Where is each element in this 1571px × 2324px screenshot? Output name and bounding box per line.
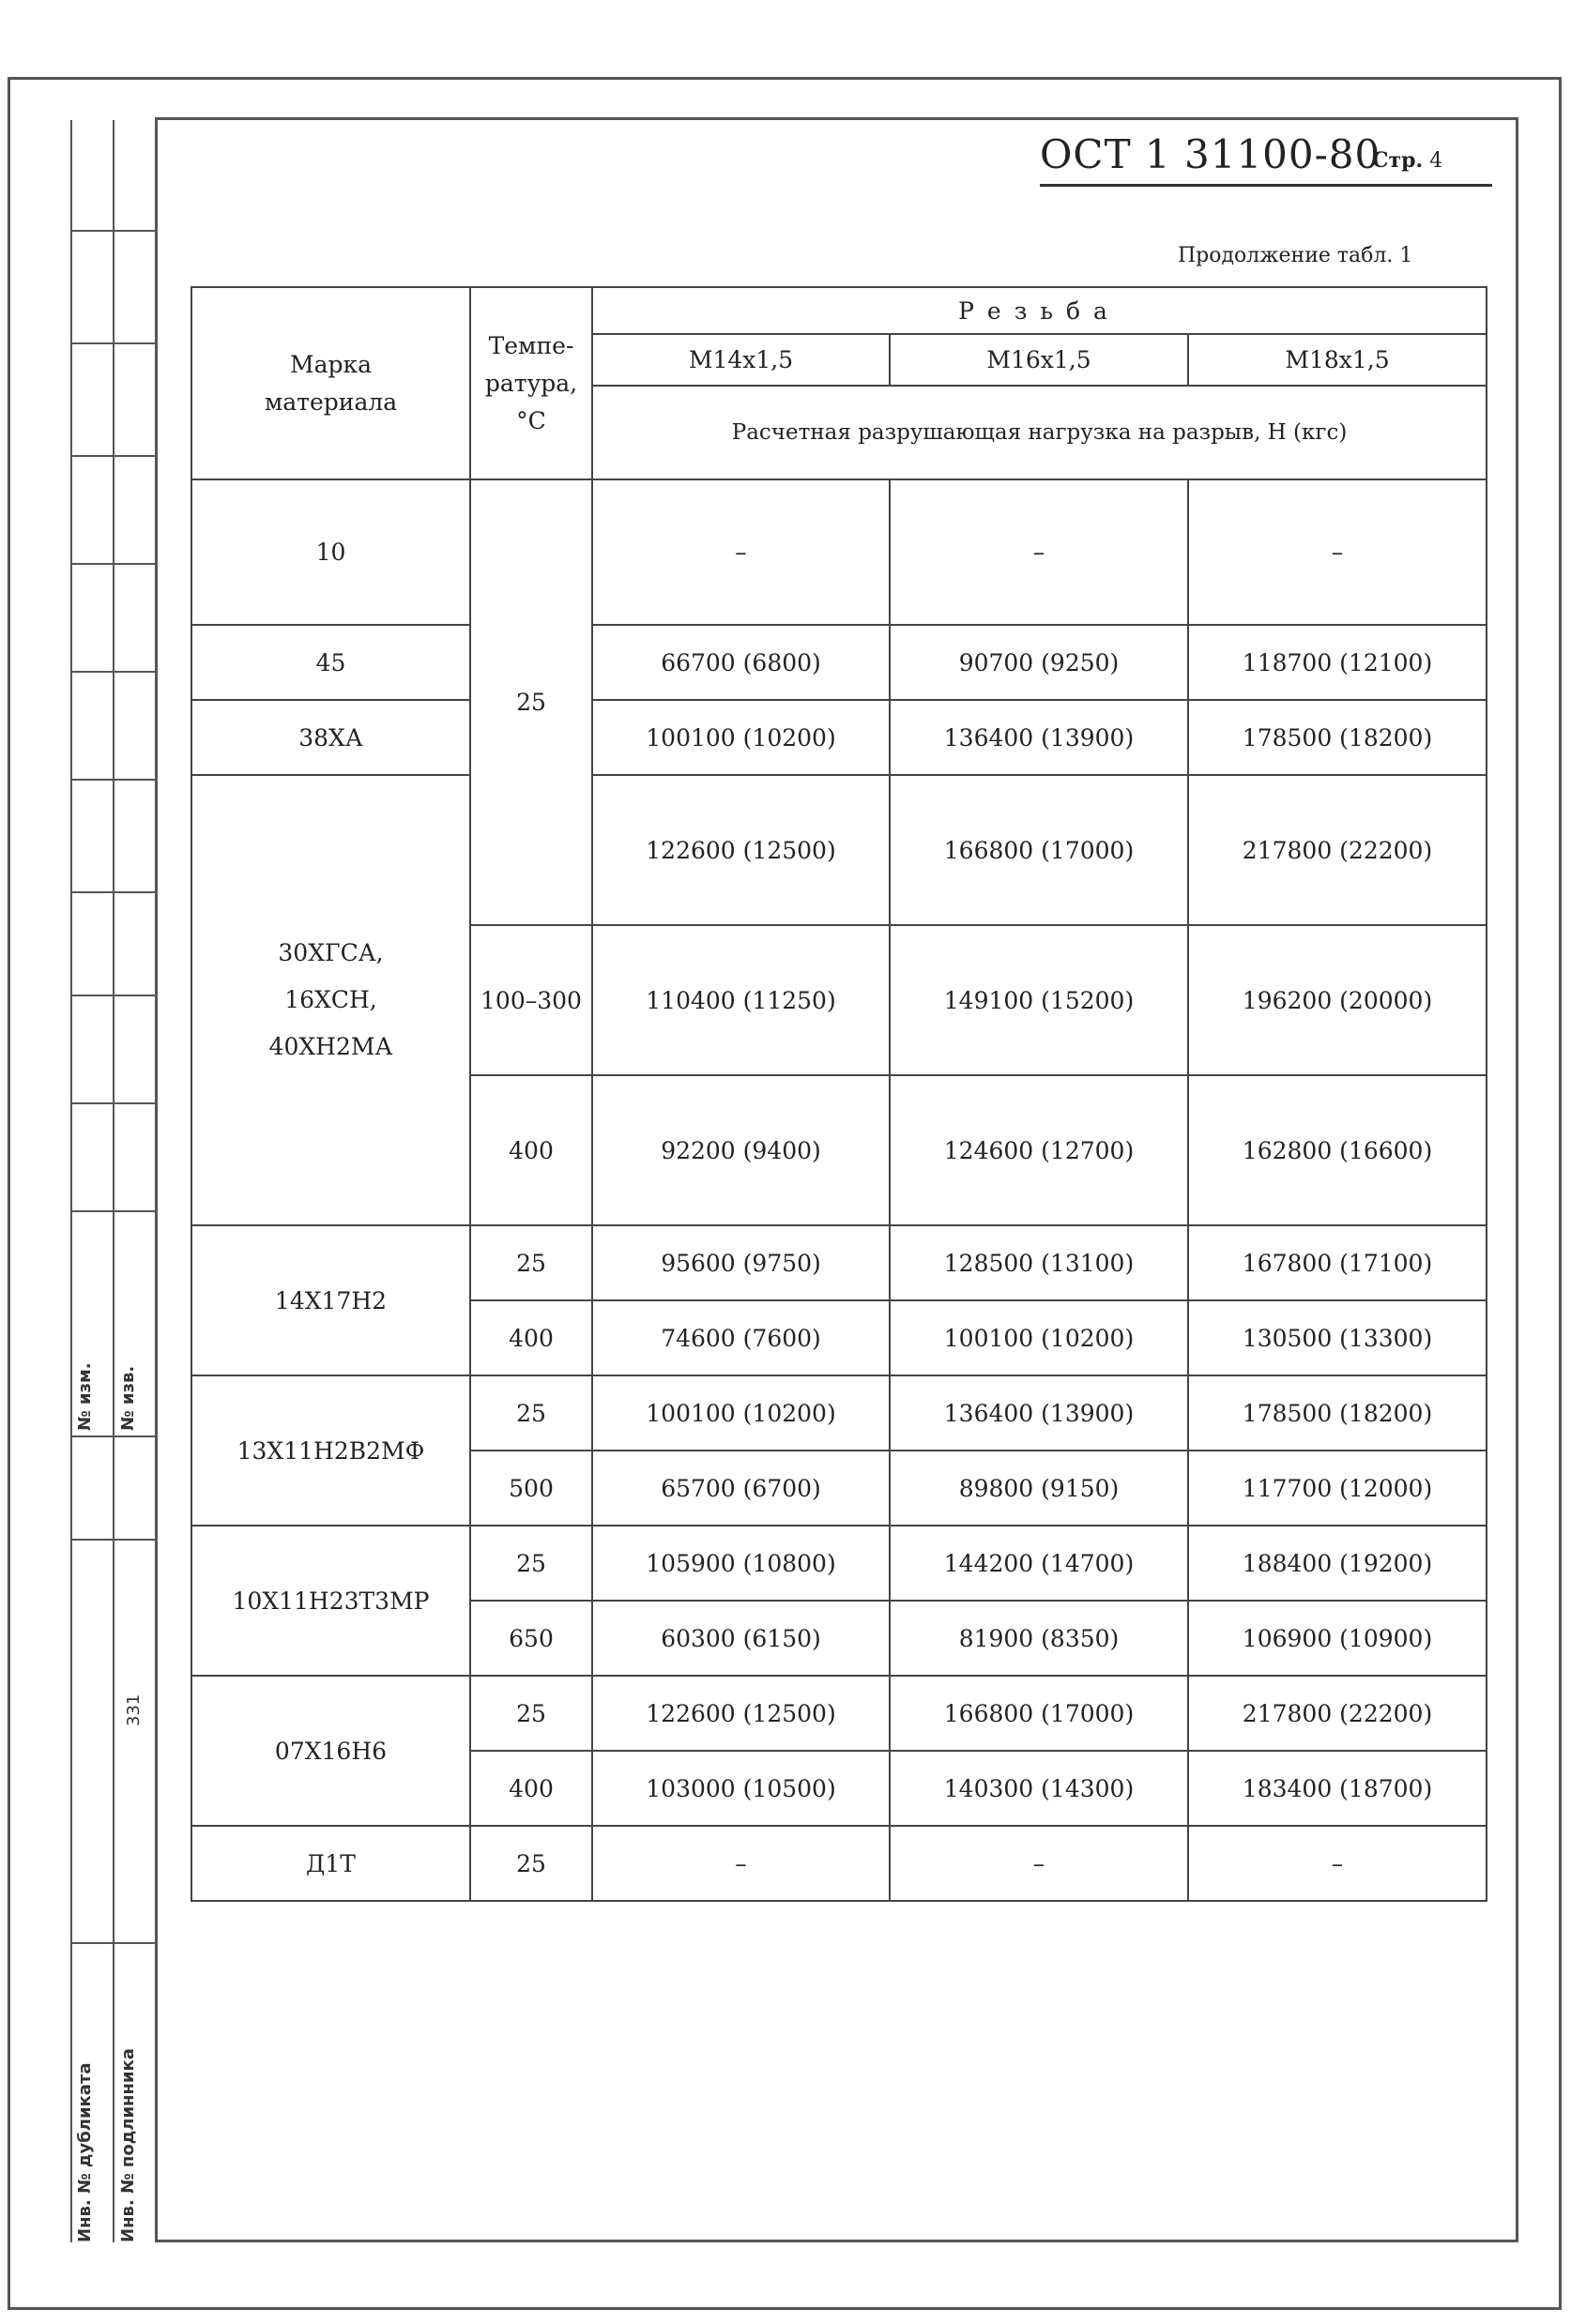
- value-cell: 81900 (8350): [890, 1601, 1188, 1676]
- page-label: Стр.: [1372, 148, 1424, 173]
- value-cell: 217800 (22200): [1188, 1676, 1487, 1751]
- value-cell: 128500 (13100): [890, 1225, 1188, 1300]
- value-cell: 144200 (14700): [890, 1526, 1188, 1601]
- value-cell: 183400 (18700): [1188, 1751, 1487, 1826]
- stamp-inv-dubl: Инв. № дубликата: [75, 2062, 95, 2242]
- value-cell: 106900 (10900): [1188, 1601, 1487, 1676]
- value-cell: 136400 (13900): [890, 700, 1188, 775]
- value-cell: 92200 (9400): [592, 1075, 890, 1225]
- load-caption: Расчетная разрушающая нагрузка на разрыв, Н (кгс): [592, 386, 1487, 479]
- value-cell: 166800 (17000): [890, 1676, 1188, 1751]
- material-cell: 45: [191, 625, 470, 700]
- value-cell: –: [890, 1826, 1188, 1901]
- col-header-material: Марка материала: [191, 287, 470, 479]
- material-cell: 07Х16Н6: [191, 1676, 470, 1826]
- value-cell: 90700 (9250): [890, 625, 1188, 700]
- temperature-cell: 25: [470, 1676, 592, 1751]
- stamp-line: [70, 671, 157, 673]
- value-cell: 149100 (15200): [890, 925, 1188, 1075]
- stamp-inv-izm: № изм.: [75, 1362, 95, 1431]
- header-underline: [1040, 184, 1492, 187]
- value-cell: 100100 (10200): [592, 1375, 890, 1451]
- stamp-n-izv: № изв.: [118, 1365, 138, 1431]
- temperature-cell: 400: [470, 1075, 592, 1225]
- temperature-cell: 25: [470, 1225, 592, 1300]
- value-cell: 103000 (10500): [592, 1751, 890, 1826]
- stamp-line: [70, 995, 157, 996]
- value-cell: 117700 (12000): [1188, 1451, 1487, 1526]
- stamp-line: [70, 563, 157, 565]
- stamp-line: [70, 230, 157, 232]
- stamp-line: [70, 1435, 157, 1437]
- value-cell: 136400 (13900): [890, 1375, 1188, 1451]
- value-cell: 122600 (12500): [592, 775, 890, 925]
- value-cell: 162800 (16600): [1188, 1075, 1487, 1225]
- stamp-line: [70, 455, 157, 457]
- value-cell: 118700 (12100): [1188, 625, 1487, 700]
- stamp-line: [70, 1942, 157, 1944]
- value-cell: 66700 (6800): [592, 625, 890, 700]
- value-cell: –: [890, 479, 1188, 625]
- page-number: [1372, 148, 1442, 173]
- value-cell: 140300 (14300): [890, 1751, 1188, 1826]
- load-table: [191, 286, 1487, 1902]
- value-cell: 105900 (10800): [592, 1526, 890, 1601]
- material-cell: 38ХА: [191, 700, 470, 775]
- value-cell: –: [592, 479, 890, 625]
- value-cell: –: [1188, 1826, 1487, 1901]
- stamp-line: [70, 1210, 157, 1212]
- page-number-value: 4: [1429, 149, 1443, 173]
- value-cell: 178500 (18200): [1188, 700, 1487, 775]
- stamp-column-right: [113, 120, 167, 2242]
- thread-m14: М14x1,5: [592, 334, 890, 386]
- value-cell: 188400 (19200): [1188, 1526, 1487, 1601]
- temperature-cell: 25: [470, 1826, 592, 1901]
- stamp-inv-podl: Инв. № подлинника: [118, 2048, 138, 2242]
- value-cell: 122600 (12500): [592, 1676, 890, 1751]
- value-cell: 167800 (17100): [1188, 1225, 1487, 1300]
- document-code: ОСТ 1 31100-80: [1040, 131, 1381, 177]
- value-cell: 217800 (22200): [1188, 775, 1487, 925]
- material-cell: 14Х17Н2: [191, 1225, 470, 1375]
- thread-m16: М16x1,5: [890, 334, 1188, 386]
- value-cell: 74600 (7600): [592, 1300, 890, 1375]
- temperature-cell: 400: [470, 1300, 592, 1375]
- value-cell: 89800 (9150): [890, 1451, 1188, 1526]
- continuation-label: Продолжение табл. 1: [1178, 244, 1413, 267]
- value-cell: –: [1188, 479, 1487, 625]
- temperature-cell: 25: [470, 1526, 592, 1601]
- value-cell: –: [592, 1826, 890, 1901]
- material-cell: 10Х11Н23Т3МР: [191, 1526, 470, 1676]
- stamp-line: [70, 1539, 157, 1541]
- material-cell: 13Х11Н2В2МФ: [191, 1375, 470, 1526]
- value-cell: 95600 (9750): [592, 1225, 890, 1300]
- col-header-temperature: Темпе- ратура, °С: [470, 287, 592, 479]
- temperature-cell: 400: [470, 1751, 592, 1826]
- temperature-cell: 25: [470, 1375, 592, 1451]
- stamp-number: 331: [124, 1694, 144, 1726]
- value-cell: 196200 (20000): [1188, 925, 1487, 1075]
- stamp-line: [70, 891, 157, 893]
- value-cell: 60300 (6150): [592, 1601, 890, 1676]
- stamp-line: [70, 779, 157, 781]
- col-header-thread: Резьба: [592, 287, 1487, 334]
- temperature-cell: 100–300: [470, 925, 592, 1075]
- value-cell: 124600 (12700): [890, 1075, 1188, 1225]
- stamp-line: [70, 342, 157, 344]
- value-cell: 130500 (13300): [1188, 1300, 1487, 1375]
- thread-m18: М18x1,5: [1188, 334, 1487, 386]
- stamp-line: [70, 1102, 157, 1104]
- material-cell: Д1Т: [191, 1826, 470, 1901]
- value-cell: 65700 (6700): [592, 1451, 890, 1526]
- value-cell: 178500 (18200): [1188, 1375, 1487, 1451]
- value-cell: 110400 (11250): [592, 925, 890, 1075]
- value-cell: 100100 (10200): [592, 700, 890, 775]
- temperature-cell: 25: [470, 479, 592, 925]
- temperature-cell: 500: [470, 1451, 592, 1526]
- material-cell: 30ХГСА, 16ХСН, 40ХН2МА: [191, 775, 470, 1225]
- value-cell: 166800 (17000): [890, 775, 1188, 925]
- value-cell: 100100 (10200): [890, 1300, 1188, 1375]
- temperature-cell: 650: [470, 1601, 592, 1676]
- material-cell: 10: [191, 479, 470, 625]
